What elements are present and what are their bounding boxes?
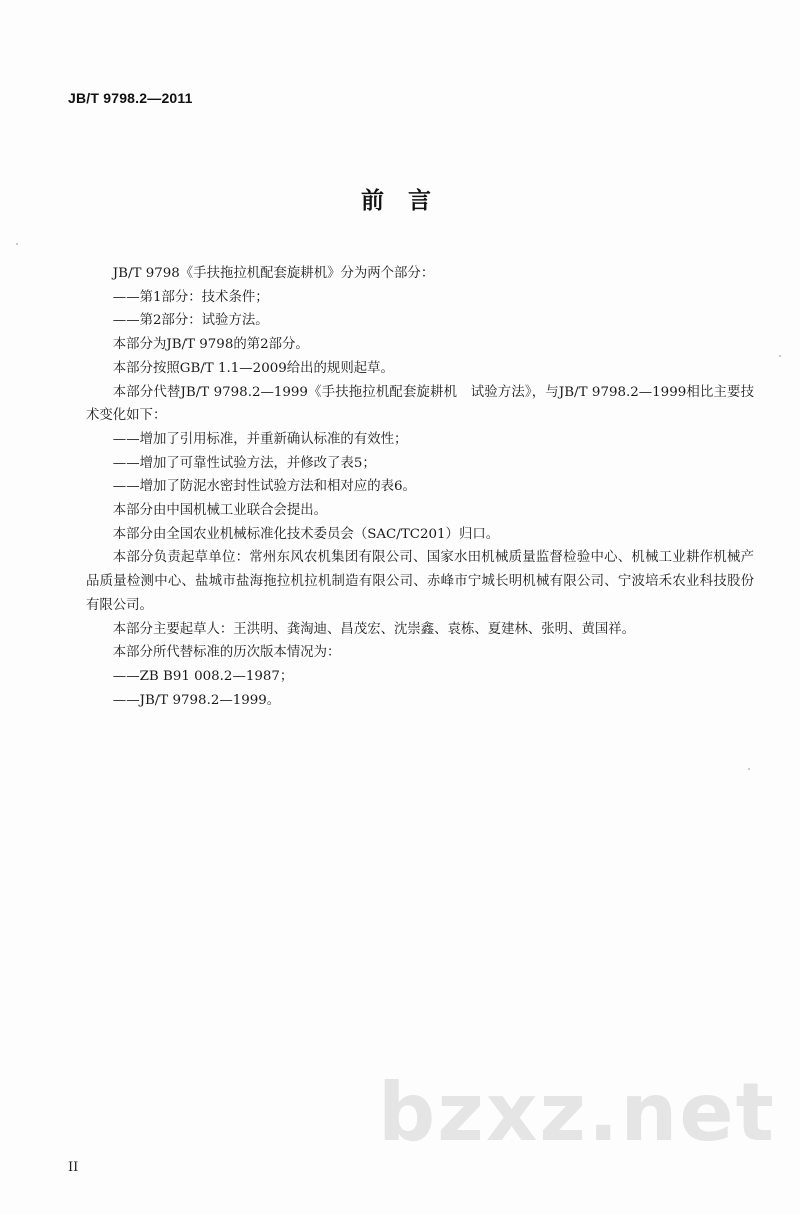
paragraph-drafting-rules: 本部分按照GB/T 1.1—2009给出的规则起草。 [112, 360, 394, 376]
paragraph-parts-intro: JB/T 9798《手扶拖拉机配套旋耕机》分为两个部分： [112, 266, 435, 281]
scan-speck [16, 243, 18, 245]
paragraph-previous-editions: 本部分所代替标准的历次版本情况为： [112, 645, 341, 661]
watermark: bzxz.net [378, 1066, 776, 1159]
paragraph-drafting-units: 本部分负责起草单位：常州东风农机集团有限公司、国家水田机械质量监督检验中心、机械工业耕作机械产品质量检测中心、盐城市盐海拖拉机拉机制造有限公司、赤峰市宁城长明机械有限公司、宁波培禾农业科技股份有限公司。 [86, 550, 754, 613]
paragraph-proposed-by: 本部分由中国机械工业联合会提出。 [112, 503, 328, 519]
scan-speck [748, 768, 750, 770]
list-item-change-3: ——增加了防泥水密封性试验方法和相对应的表6。 [112, 479, 416, 495]
document-code: JB/T 9798.2—2011 [68, 90, 193, 106]
list-item-change-1: ——增加了引用标准，并重新确认标准的有效性； [112, 431, 408, 447]
list-item-part-2: ——第2部分：试验方法。 [112, 313, 269, 329]
page-number: II [68, 1160, 79, 1175]
scan-speck [779, 355, 781, 357]
list-item-edition-2: ——JB/T 9798.2—1999。 [112, 692, 281, 708]
paragraph-this-part: 本部分为JB/T 9798的第2部分。 [112, 337, 309, 353]
list-item-edition-1: ——ZB B91 008.2—1987； [112, 668, 294, 684]
paragraph-drafters: 本部分主要起草人：王洪明、龚淘迪、昌茂宏、沈崇鑫、袁栋、夏建林、张明、黄国祥。 [112, 621, 636, 637]
paragraph-under-jurisdiction: 本部分由全国农业机械标准化技术委员会（SAC/TC201）归口。 [112, 526, 500, 542]
section-title: 前言 [361, 188, 455, 214]
paragraph-replaces: 本部分代替JB/T 9798.2—1999《手扶拖拉机配套旋耕机 试验方法》，与JB/T 9798.2—1999相比主要技术变化如下： [86, 384, 754, 424]
list-item-part-1: ——第1部分：技术条件； [112, 289, 269, 305]
foreword-body [86, 262, 754, 712]
list-item-change-2: ——增加了可靠性试验方法，并修改了表5； [112, 455, 376, 471]
